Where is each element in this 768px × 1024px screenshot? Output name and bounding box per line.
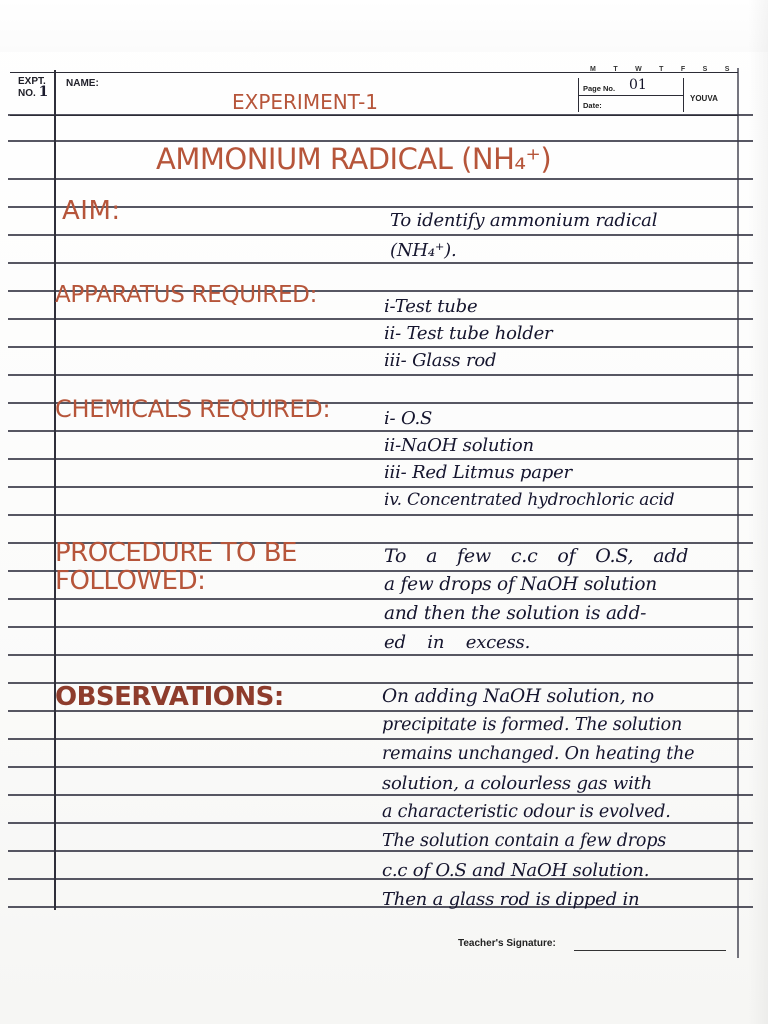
experiment-heading: EXPERIMENT-1 — [232, 90, 379, 114]
procedure-line: and then the solution is add- — [384, 603, 647, 624]
expt-label: EXPT. — [18, 76, 46, 87]
ruled-line — [8, 458, 753, 460]
weekday: T — [659, 66, 664, 73]
ruled-line — [8, 654, 753, 656]
observation-line: c.c of O.S and NaOH solution. — [382, 860, 650, 881]
ruled-line — [8, 374, 753, 376]
apparatus-item: i-Test tube — [384, 296, 478, 317]
weekday: S — [724, 66, 730, 73]
ruled-line — [8, 822, 753, 824]
ruled-line — [8, 430, 753, 432]
observation-line: precipitate is formed. The solution — [382, 715, 683, 735]
ruled-line — [8, 906, 753, 908]
weekday: M — [590, 66, 597, 73]
observation-line: remains unchanged. On heating the — [382, 744, 695, 764]
aim-line: (NH₄⁺). — [390, 240, 457, 261]
date-label: Date: — [583, 101, 602, 110]
no-label: NO. — [18, 88, 36, 99]
observation-line: On adding NaOH solution, no — [382, 686, 654, 707]
page-no-value: 01 — [629, 77, 647, 93]
ruled-line — [8, 766, 753, 768]
chemical-item: i- O.S — [384, 408, 433, 429]
ruled-line — [8, 598, 753, 600]
ruled-line — [8, 262, 753, 264]
page-no-label: Page No. — [583, 84, 616, 93]
apparatus-label: APPARATUS REQUIRED: — [55, 282, 318, 308]
observation-line: solution, a colourless gas with — [382, 773, 653, 794]
weekday: F — [680, 66, 686, 73]
ruled-line — [8, 738, 753, 740]
ruled-line — [8, 178, 753, 180]
name-label: NAME: — [66, 78, 99, 89]
expt-no-row — [18, 84, 54, 100]
page-date-divider — [579, 95, 683, 96]
margin-line — [54, 70, 56, 910]
procedure-line: ed in excess. — [384, 632, 531, 653]
ruled-line — [8, 346, 753, 348]
signature-line — [574, 950, 726, 951]
ruled-line — [8, 794, 753, 796]
teacher-signature-label: Teacher's Signature: — [458, 938, 556, 949]
procedure-line: a few drops of NaOH solution — [384, 574, 657, 595]
brand-logo: YOUVA — [690, 94, 718, 103]
observation-line: Then a glass rod is dipped in — [382, 889, 640, 910]
ruled-line — [8, 514, 753, 516]
page-title: AMMONIUM RADICAL (NH₄⁺) — [156, 142, 552, 176]
procedure-label: FOLLOWED: — [55, 566, 206, 596]
page-no-row — [583, 77, 647, 93]
aim-line: To identify ammonium radical — [390, 210, 658, 231]
apparatus-item: iii- Glass rod — [384, 350, 497, 371]
ruled-line — [8, 486, 753, 488]
page-top-margin — [0, 0, 768, 52]
chemical-item: ii-NaOH solution — [384, 435, 534, 456]
ruled-line — [8, 318, 753, 320]
ruled-line — [8, 234, 753, 236]
right-edge-line — [737, 68, 739, 958]
chemicals-label: CHEMICALS REQUIRED: — [55, 395, 331, 423]
chemical-item: iii- Red Litmus paper — [384, 462, 572, 483]
page-date-box — [578, 78, 684, 112]
page-shadow — [748, 0, 768, 1024]
aim-label: AIM: — [62, 196, 121, 226]
observation-line: a characteristic odour is evolved. — [382, 802, 671, 822]
procedure-label: PROCEDURE TO BE — [55, 538, 297, 568]
weekday: T — [613, 66, 619, 73]
observation-line: The solution contain a few drops — [382, 831, 667, 851]
chemical-item: iv. Concentrated hydrochloric acid — [384, 490, 675, 510]
ruled-line — [8, 626, 753, 628]
weekday: S — [702, 66, 708, 73]
weekday: W — [635, 66, 643, 73]
apparatus-item: ii- Test tube holder — [384, 323, 553, 344]
expt-no-value: 1 — [38, 84, 49, 100]
expt-cell — [12, 76, 54, 114]
weekday-row — [590, 66, 730, 73]
observations-label: OBSERVATIONS: — [55, 682, 284, 712]
procedure-line: To a few c.c of O.S, add — [384, 545, 689, 567]
